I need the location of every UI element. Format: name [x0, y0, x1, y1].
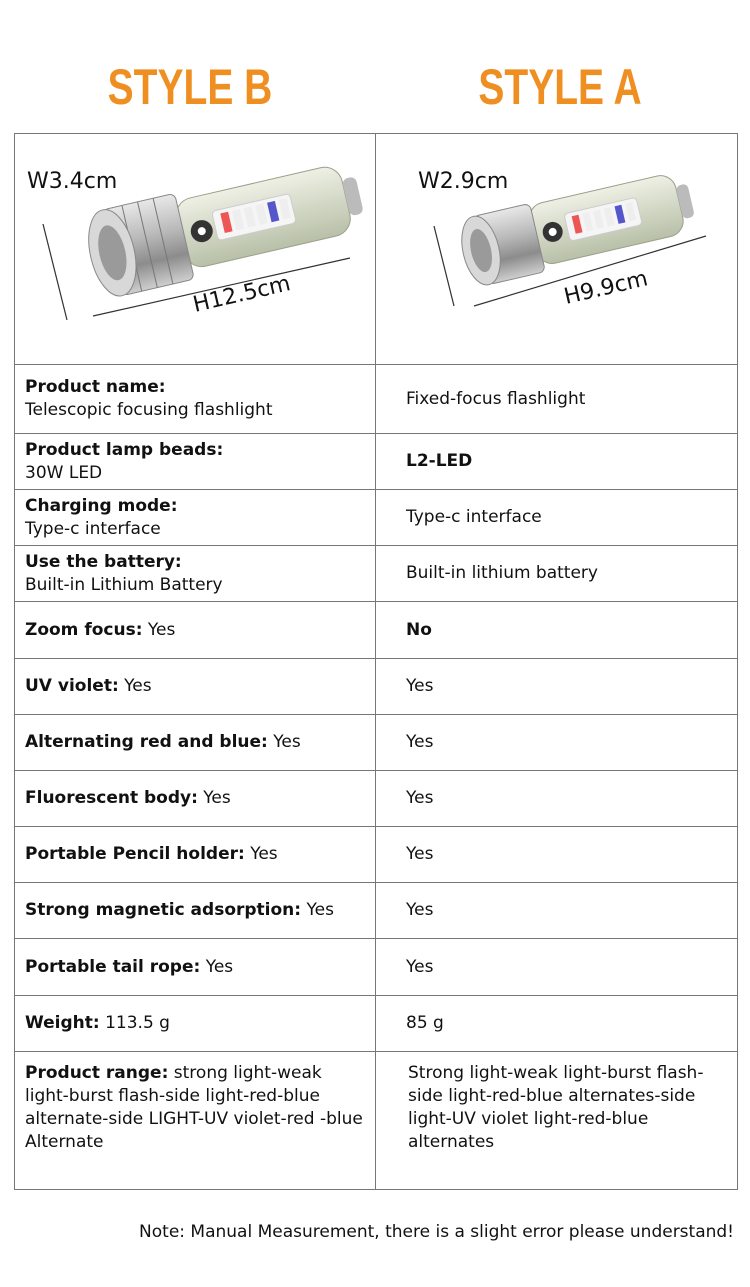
style-a-flashlight-image — [376, 134, 738, 364]
style-a-width-label: W2.9cm — [418, 169, 509, 194]
style-a-value: Yes — [376, 771, 738, 827]
style-b-value: Yes — [142, 619, 176, 640]
spec-row — [15, 1052, 738, 1190]
style-b-cell — [15, 996, 376, 1052]
style-a-value: Built-in lithium battery — [376, 546, 738, 602]
spec-row — [15, 715, 738, 771]
image-row — [15, 134, 738, 365]
measurement-note: Note: Manual Measurement, there is a slight error please understand! — [139, 1222, 734, 1242]
style-b-value: 30W LED — [25, 462, 103, 483]
style-b-value: Yes — [244, 844, 278, 864]
spec-row — [15, 365, 738, 434]
style-a-value: No — [376, 602, 738, 659]
comparison-table — [14, 133, 738, 1190]
style-a-height-label: H9.9cm — [561, 266, 651, 310]
spec-label: Strong magnetic adsorption: — [25, 900, 302, 920]
style-a-value: Yes — [376, 659, 738, 715]
spec-row — [15, 996, 738, 1052]
spec-label: Charging mode: — [25, 495, 178, 516]
style-b-value: Yes — [118, 676, 152, 696]
style-a-value: Yes — [376, 715, 738, 771]
style-b-width-label: W3.4cm — [27, 169, 118, 194]
spec-label: Product range: — [25, 1063, 169, 1083]
style-b-value: Yes — [267, 732, 301, 752]
style-b-value: Telescopic focusing flashlight — [25, 400, 273, 420]
style-b-cell — [15, 434, 376, 490]
style-b-cell — [15, 602, 376, 659]
style-a-value: L2-LED — [376, 434, 738, 490]
style-b-cell — [15, 659, 376, 715]
spec-row — [15, 883, 738, 939]
style-a-value: Yes — [376, 939, 738, 996]
spec-label: Fluorescent body: — [25, 788, 198, 808]
style-a-value: Yes — [376, 827, 738, 883]
style-b-cell — [15, 771, 376, 827]
style-b-cell — [15, 827, 376, 883]
style-b-cell — [15, 883, 376, 939]
spec-label: Alternating red and blue: — [25, 732, 268, 752]
style-b-flashlight-image — [15, 134, 376, 364]
style-b-cell — [15, 546, 376, 602]
style-b-value: Yes — [197, 788, 231, 808]
style-a-title: STYLE A — [478, 59, 642, 115]
spec-label: Portable tail rope: — [25, 956, 201, 977]
style-b-value: Yes — [301, 900, 334, 920]
style-b-cell — [15, 1052, 376, 1190]
style-b-height-label: H12.5cm — [190, 271, 293, 318]
spec-label: UV violet: — [25, 676, 119, 696]
style-b-title: STYLE B — [107, 59, 273, 115]
style-b-value: strong light-weak light-burst flash-side light-red-blue alternate-side LIGHT-UV violet-red -blue Alternate — [25, 1063, 363, 1152]
spec-row — [15, 939, 738, 996]
spec-row — [15, 659, 738, 715]
style-a-value: Type-c interface — [376, 490, 738, 546]
style-a-value: Strong light-weak light-burst flash-side light-red-blue alternates-side light-UV violet light-red-blue alternates — [376, 1052, 738, 1190]
spec-label: Use the battery: — [25, 551, 182, 572]
style-b-cell — [15, 715, 376, 771]
style-b-value: 113.5 g — [99, 1013, 170, 1033]
style-b-value: Type-c interface — [25, 518, 161, 539]
style-b-value: Built-in Lithium Battery — [25, 574, 223, 595]
style-b-cell — [15, 939, 376, 996]
spec-label: Weight: — [25, 1013, 100, 1033]
style-b-value: Yes — [200, 956, 234, 977]
style-a-value: Fixed-focus flashlight — [376, 365, 738, 434]
style-a-value: 85 g — [376, 996, 738, 1052]
spec-row — [15, 546, 738, 602]
style-b-cell — [15, 490, 376, 546]
spec-label: Product lamp beads: — [25, 439, 224, 460]
style-a-value: Yes — [376, 883, 738, 939]
spec-label: Product name: — [25, 377, 166, 397]
style-a-image-cell — [376, 134, 738, 365]
spec-row — [15, 490, 738, 546]
style-b-cell — [15, 365, 376, 434]
spec-row — [15, 771, 738, 827]
spec-row — [15, 602, 738, 659]
spec-label: Zoom focus: — [25, 619, 143, 640]
spec-row — [15, 434, 738, 490]
spec-row — [15, 827, 738, 883]
spec-label: Portable Pencil holder: — [25, 844, 245, 864]
style-b-image-cell — [15, 134, 376, 365]
